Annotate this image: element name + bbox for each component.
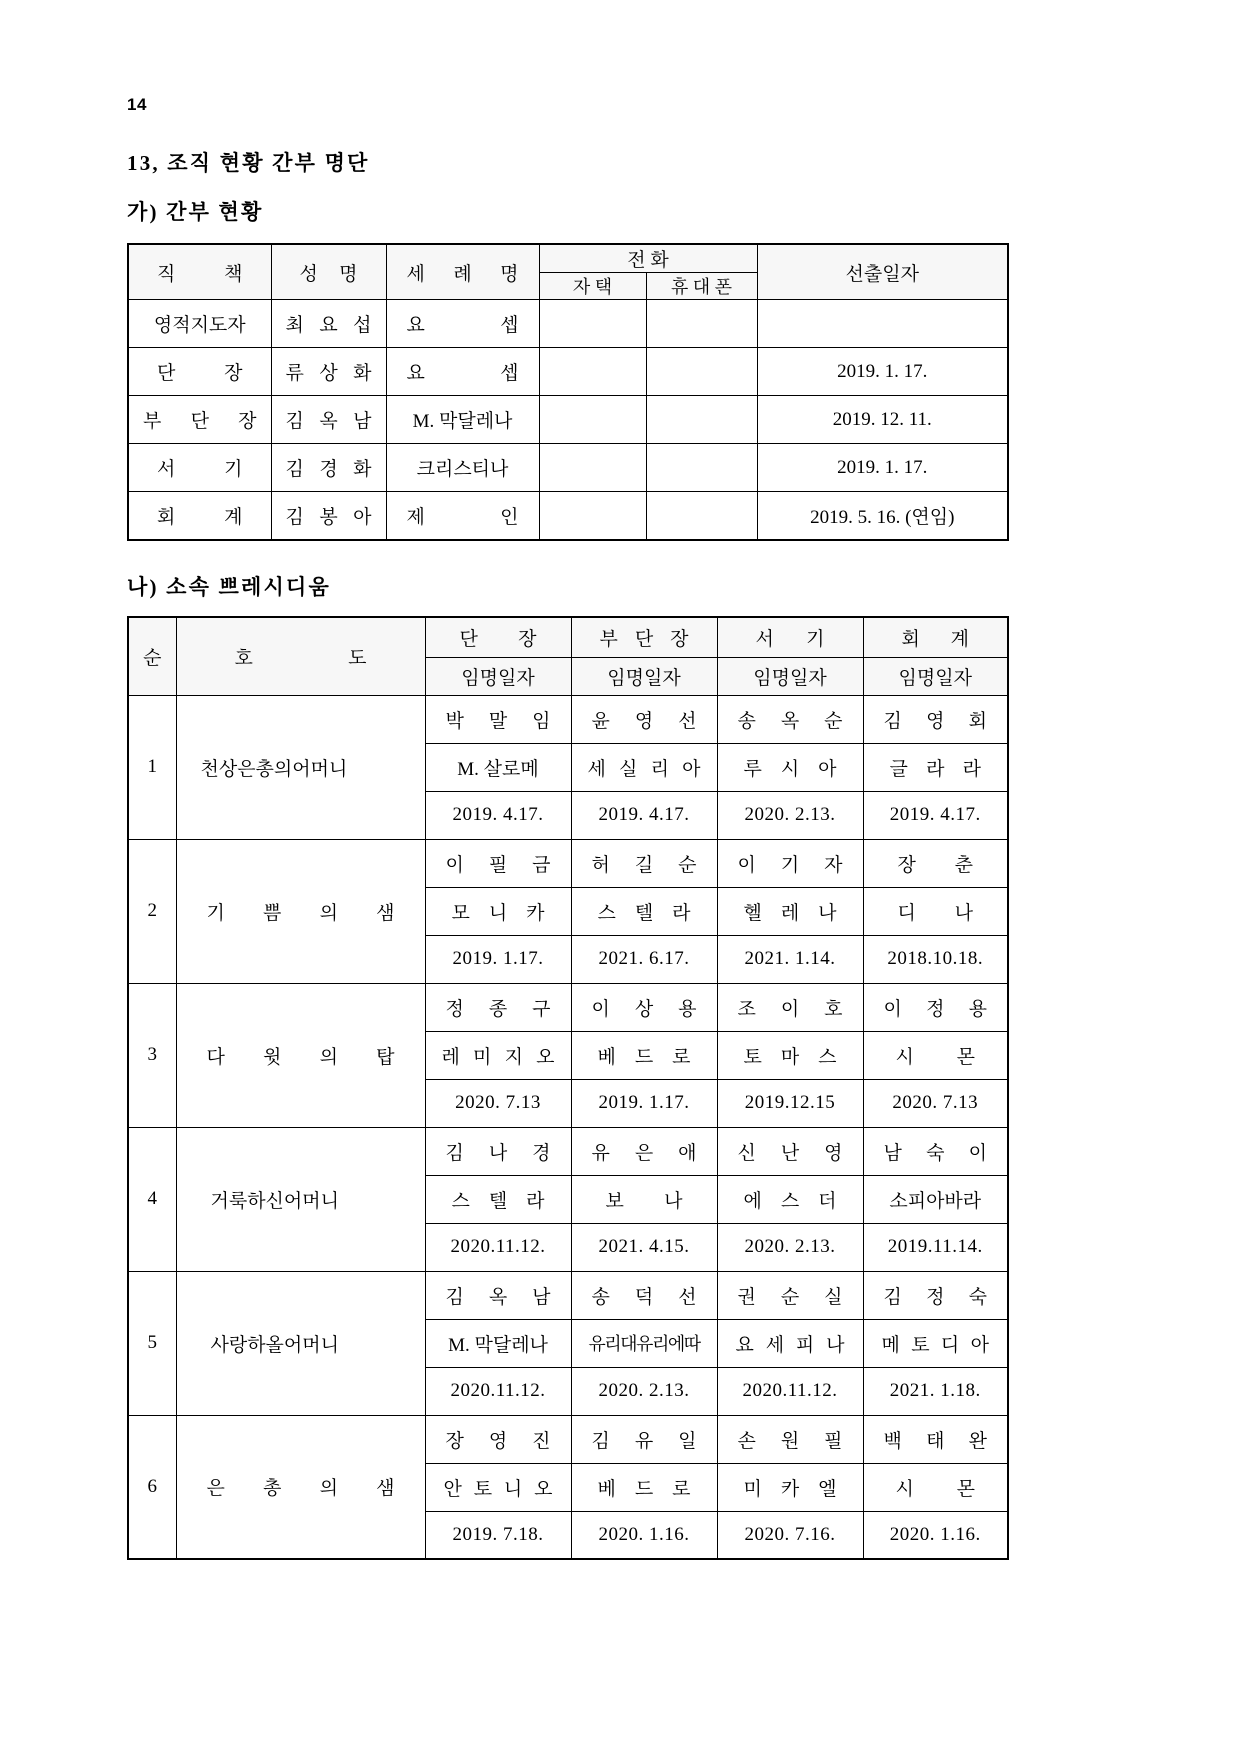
cell-order [128,1271,176,1415]
cell-treasurer-date-text: 2019.11.14. [887,1236,983,1258]
cell-presidium-title-text: 다 윗 의 탑 [206,1046,395,1068]
cell-secretary-baptismal [717,1031,863,1079]
header-secretary-date-label: 임명일자 [753,667,827,689]
cell-name [271,444,386,492]
cell-leader-name-text: 정 종 구 [445,998,551,1020]
cell-leader-baptismal [425,1463,571,1511]
cell-vice-date-text: 2021. 6.17. [598,948,690,970]
header-name-label: 성 명 [299,263,358,285]
cell-secretary-baptismal [717,1463,863,1511]
cell-presidium-title [176,695,425,839]
cell-order-text: 1 [147,756,157,778]
cell-leader-date-text: 2019. 4.17. [452,804,544,826]
cell-name [271,348,386,396]
cell-treasurer-baptismal-text: 글 라 라 [889,758,981,780]
cell-secretary-baptismal-text: 미 카 엘 [743,1478,837,1500]
cell-vice-baptismal-text: 유리대유리에따 [588,1334,700,1355]
cell-treasurer-name-text: 남 숙 이 [883,1142,987,1164]
cell-position [128,300,271,348]
cell-vice-date-text: 2021. 4.15. [598,1236,690,1258]
cell-treasurer-date-text: 2020. 1.16. [889,1523,981,1545]
cell-secretary-baptismal-text: 요 세 피 나 [735,1334,845,1356]
cell-secretary-name-text: 신 난 영 [737,1142,843,1164]
table-row [128,492,1008,540]
header-vice-leader-label: 부 단 장 [599,628,689,650]
cell-treasurer-name-text: 김 영 회 [883,710,987,732]
cell-secretary-name-text: 권 순 실 [737,1286,843,1308]
cell-leader-baptismal-text: 레 미 지 오 [441,1046,555,1068]
cell-election-date [757,396,1008,444]
cell-treasurer-name [863,695,1008,743]
header-title-label: 호 도 [234,647,367,669]
cell-secretary-baptismal [717,1175,863,1223]
table-row [128,839,1008,887]
cell-leader-name [425,839,571,887]
cell-treasurer-name-text: 이 정 용 [883,998,987,1020]
cell-treasurer-name-text: 장 춘 [897,854,973,876]
cell-home-phone [539,444,646,492]
cell-vice-date [571,1079,717,1127]
cell-secretary-date-text: 2019.12.15 [744,1092,836,1114]
cell-home-phone [539,492,646,540]
cell-name [271,492,386,540]
cell-treasurer-baptismal [863,887,1008,935]
cell-secretary-date [717,1367,863,1415]
cell-vice-date [571,1223,717,1271]
cell-home-phone [539,396,646,444]
subsection-a-heading: 가) 간부 현황 [127,200,264,225]
cell-vice-date [571,1511,717,1559]
cell-baptismal [386,300,539,348]
cell-leader-name [425,1271,571,1319]
cell-secretary-baptismal [717,1319,863,1367]
cell-secretary-date-text: 2020.11.12. [742,1380,838,1402]
cell-election-date-text: 2019. 1. 17. [837,456,928,478]
cell-leader-date [425,1079,571,1127]
cell-secretary-name [717,839,863,887]
cell-leader-date-text: 2019. 1.17. [452,948,544,970]
cell-treasurer-baptismal-text: 시 몬 [895,1046,975,1068]
cell-treasurer-baptismal [863,1319,1008,1367]
cell-presidium-title [176,983,425,1127]
cell-treasurer-date [863,1367,1008,1415]
cell-order-text: 4 [147,1188,157,1210]
header-mobile-phone [646,273,757,300]
cell-leader-name-text: 장 영 진 [445,1430,551,1452]
header-secretary [717,617,863,657]
cell-secretary-name-text: 조 이 호 [737,998,843,1020]
cell-treasurer-name [863,1415,1008,1463]
header-mobile-phone-label: 휴 대 폰 [670,277,733,298]
cell-treasurer-name-text: 김 정 숙 [883,1286,987,1308]
header-treasurer-date-label: 임명일자 [898,667,972,689]
cell-secretary-date [717,791,863,839]
cell-order-text: 3 [147,1044,157,1066]
cell-secretary-name [717,1415,863,1463]
cell-vice-date-text: 2020. 2.13. [598,1380,690,1402]
cell-vice-name-text: 유 은 애 [591,1142,697,1164]
cell-secretary-name [717,695,863,743]
cell-order [128,1415,176,1559]
section-heading: 13, 조직 현황 간부 명단 [127,151,370,175]
cell-treasurer-baptismal-text: 메 토 디 아 [881,1334,989,1356]
cell-secretary-date [717,935,863,983]
cell-vice-name-text: 김 유 일 [591,1430,697,1452]
cell-leader-baptismal-text: M. 막달레나 [448,1334,548,1356]
cell-leader-date [425,935,571,983]
cell-baptismal-text: 요 셉 [406,363,519,385]
cell-treasurer-name [863,1271,1008,1319]
cell-vice-name-text: 송 덕 선 [591,1286,697,1308]
cell-order [128,839,176,983]
cell-secretary-baptismal-text: 토 마 스 [743,1046,837,1068]
header-vice-leader [571,617,717,657]
cell-leader-name [425,983,571,1031]
cell-name-text: 김 옥 남 [285,411,372,433]
cell-leader-date-text: 2020. 7.13 [455,1092,541,1114]
cell-order [128,983,176,1127]
cell-vice-date-text: 2019. 1.17. [598,1092,690,1114]
cell-baptismal [386,492,539,540]
cell-treasurer-date [863,1223,1008,1271]
table-row [128,348,1008,396]
cell-treasurer-name [863,1127,1008,1175]
header-home-phone-label: 자 택 [572,277,613,298]
header-leader [425,617,571,657]
cell-vice-baptismal [571,887,717,935]
cell-election-date [757,444,1008,492]
header-leader-date-label: 임명일자 [461,667,535,689]
cell-baptismal-text: M. 막달레나 [412,411,513,433]
cell-name-text: 류 상 화 [285,363,372,385]
header-baptismal-name-label: 세 례 명 [406,263,519,285]
header-title [176,617,425,695]
table-row [128,1127,1008,1175]
table-header-row [128,244,1008,273]
cell-vice-baptismal-text: 보 나 [605,1190,683,1212]
cell-presidium-title [176,1415,425,1559]
cell-leader-baptismal [425,1319,571,1367]
cell-name [271,300,386,348]
cell-baptismal [386,444,539,492]
cell-treasurer-baptismal [863,1175,1008,1223]
header-secretary-date [717,657,863,695]
header-phone-group [539,244,757,273]
cell-leader-baptismal [425,1031,571,1079]
cell-leader-date-text: 2019. 7.18. [452,1523,544,1545]
cell-leader-date [425,1223,571,1271]
page-content [127,96,1007,1560]
cell-presidium-title-text: 천상은총의어머니 [200,758,348,780]
cell-home-phone [539,348,646,396]
cell-election-date [757,300,1008,348]
cell-secretary-date [717,1511,863,1559]
cell-treasurer-date-text: 2020. 7.13 [892,1092,979,1114]
cell-order-text: 2 [147,900,157,922]
cell-treasurer-baptismal [863,743,1008,791]
cell-secretary-date [717,1223,863,1271]
cell-presidium-title [176,839,425,983]
cell-name-text: 김 봉 아 [285,507,372,529]
cell-position [128,396,271,444]
cell-vice-name [571,839,717,887]
table-row [128,983,1008,1031]
cell-presidium-title-text: 기 쁨 의 샘 [206,902,395,924]
cell-baptismal-text: 요 셉 [406,315,519,337]
cell-election-date [757,348,1008,396]
cell-treasurer-baptismal-text: 디 나 [897,902,973,924]
presidium-table-body [128,695,1008,1559]
officers-table [127,243,1009,541]
cell-election-date [757,492,1008,540]
header-treasurer-label: 회 계 [901,628,969,650]
cell-leader-name-text: 이 필 금 [445,854,551,876]
cell-election-date-text: 2019. 1. 17. [837,360,928,382]
table-row [128,396,1008,444]
cell-vice-baptismal [571,1319,717,1367]
header-election-date [757,244,1008,300]
cell-treasurer-baptismal [863,1031,1008,1079]
cell-vice-name [571,1271,717,1319]
header-secretary-label: 서 기 [755,628,825,650]
cell-leader-baptismal [425,743,571,791]
cell-secretary-name [717,983,863,1031]
subsection-b-heading: 나) 소속 쁘레시디움 [127,574,331,599]
cell-order [128,695,176,839]
cell-baptismal-text: 크리스티나 [416,459,509,481]
header-position-label: 직 책 [157,263,243,285]
cell-vice-date-text: 2020. 1.16. [598,1523,690,1545]
cell-vice-baptismal-text: 베 드 로 [597,1478,691,1500]
cell-secretary-name-text: 송 옥 순 [737,710,843,732]
cell-name-text: 김 경 화 [285,459,372,481]
cell-vice-name-text: 윤 영 선 [591,710,697,732]
cell-treasurer-name [863,983,1008,1031]
cell-mobile-phone [646,492,757,540]
cell-mobile-phone [646,348,757,396]
header-order [128,617,176,695]
header-treasurer-date [863,657,1008,695]
table-row [128,1415,1008,1463]
cell-secretary-baptismal [717,887,863,935]
cell-baptismal-text: 제 인 [406,507,519,529]
cell-vice-baptismal-text: 세 실 리 아 [587,758,701,780]
page-number: 14 [127,95,147,114]
cell-treasurer-date-text: 2019. 4.17. [889,804,981,826]
header-name [271,244,386,300]
table-header-row [128,617,1008,657]
cell-treasurer-date [863,1511,1008,1559]
cell-treasurer-name-text: 백 태 완 [883,1430,987,1452]
cell-treasurer-baptismal-text: 소피아바라 [889,1190,982,1212]
cell-vice-baptismal-text: 베 드 로 [597,1046,691,1068]
table-row [128,1271,1008,1319]
presidium-table-head [128,617,1008,695]
officers-table-head [128,244,1008,300]
header-election-date-label: 선출일자 [845,263,919,285]
cell-treasurer-date [863,791,1008,839]
cell-secretary-name-text: 손 원 필 [737,1430,843,1452]
cell-secretary-baptismal-text: 에 스 더 [743,1190,837,1212]
cell-vice-baptismal [571,1463,717,1511]
table-row [128,300,1008,348]
header-position [128,244,271,300]
cell-vice-baptismal [571,743,717,791]
cell-leader-name [425,695,571,743]
cell-secretary-date [717,1079,863,1127]
cell-vice-name-text: 이 상 용 [591,998,697,1020]
cell-secretary-date-text: 2020. 7.16. [744,1523,836,1545]
cell-presidium-title [176,1271,425,1415]
cell-vice-name [571,1127,717,1175]
cell-vice-name [571,1415,717,1463]
header-order-label: 순 [143,647,162,669]
cell-position-text: 부 단 장 [143,411,257,433]
cell-secretary-date-text: 2020. 2.13. [744,1236,836,1258]
cell-presidium-title-text: 은 총 의 샘 [206,1478,395,1500]
cell-order-text: 6 [147,1475,157,1497]
header-treasurer [863,617,1008,657]
cell-leader-baptismal-text: 안 토 니 오 [443,1478,553,1500]
header-home-phone [539,273,646,300]
cell-leader-baptismal [425,887,571,935]
cell-baptismal [386,348,539,396]
cell-secretary-date-text: 2020. 2.13. [744,804,836,826]
cell-secretary-baptismal-text: 루 시 아 [743,758,837,780]
cell-secretary-baptismal-text: 헬 레 나 [743,902,837,924]
header-leader-date [425,657,571,695]
cell-secretary-baptismal [717,743,863,791]
cell-treasurer-date-text: 2021. 1.18. [889,1380,981,1402]
table-row [128,695,1008,743]
cell-vice-date [571,935,717,983]
cell-leader-name-text: 김 나 경 [445,1142,551,1164]
cell-vice-name-text: 허 길 순 [591,854,697,876]
cell-leader-date [425,1511,571,1559]
cell-vice-baptismal [571,1031,717,1079]
cell-leader-name-text: 박 말 임 [445,710,551,732]
cell-leader-name-text: 김 옥 남 [445,1286,551,1308]
cell-vice-date [571,791,717,839]
header-leader-label: 단 장 [459,628,537,650]
cell-leader-name [425,1415,571,1463]
cell-presidium-title-text: 사랑하올어머니 [210,1334,339,1356]
cell-mobile-phone [646,300,757,348]
header-phone-group-label: 전 화 [627,250,669,272]
cell-secretary-date-text: 2021. 1.14. [744,948,836,970]
cell-position-text: 영적지도자 [153,315,246,337]
cell-order [128,1127,176,1271]
cell-treasurer-date [863,935,1008,983]
cell-vice-date-text: 2019. 4.17. [598,804,690,826]
cell-mobile-phone [646,444,757,492]
cell-position [128,492,271,540]
cell-leader-baptismal [425,1175,571,1223]
cell-treasurer-baptismal-text: 시 몬 [895,1478,975,1500]
cell-home-phone [539,300,646,348]
presidium-table [127,616,1009,1560]
cell-treasurer-name [863,839,1008,887]
cell-position-text: 단 장 [157,363,243,385]
cell-baptismal [386,396,539,444]
officers-table-body [128,300,1008,540]
cell-vice-name [571,983,717,1031]
header-baptismal-name [386,244,539,300]
cell-position-text: 서 기 [157,459,243,481]
cell-presidium-title [176,1127,425,1271]
cell-vice-date [571,1367,717,1415]
cell-mobile-phone [646,396,757,444]
cell-vice-baptismal-text: 스 텔 라 [597,902,691,924]
cell-election-date-text: 2019. 5. 16. (연임) [810,507,955,529]
cell-presidium-title-text: 거룩하신어머니 [210,1190,339,1212]
cell-secretary-name-text: 이 기 자 [737,854,843,876]
header-vice-date-label: 임명일자 [607,667,681,689]
cell-treasurer-date [863,1079,1008,1127]
cell-name-text: 최 요 섭 [285,315,372,337]
cell-name [271,396,386,444]
cell-leader-baptismal-text: 스 텔 라 [451,1190,545,1212]
cell-vice-name [571,695,717,743]
cell-position [128,348,271,396]
cell-secretary-name [717,1127,863,1175]
cell-treasurer-date-text: 2018.10.18. [887,948,984,970]
header-vice-date [571,657,717,695]
cell-leader-baptismal-text: M. 살로메 [457,758,539,780]
cell-leader-date-text: 2020.11.12. [450,1380,546,1402]
cell-leader-date [425,791,571,839]
cell-vice-baptismal [571,1175,717,1223]
cell-position-text: 회 계 [157,507,243,529]
cell-order-text: 5 [147,1332,157,1354]
cell-treasurer-baptismal [863,1463,1008,1511]
table-row [128,444,1008,492]
cell-election-date-text: 2019. 12. 11. [832,408,932,430]
cell-secretary-name [717,1271,863,1319]
cell-position [128,444,271,492]
cell-leader-date-text: 2020.11.12. [450,1236,546,1258]
cell-leader-name [425,1127,571,1175]
cell-leader-date [425,1367,571,1415]
cell-leader-baptismal-text: 모 니 카 [451,902,545,924]
